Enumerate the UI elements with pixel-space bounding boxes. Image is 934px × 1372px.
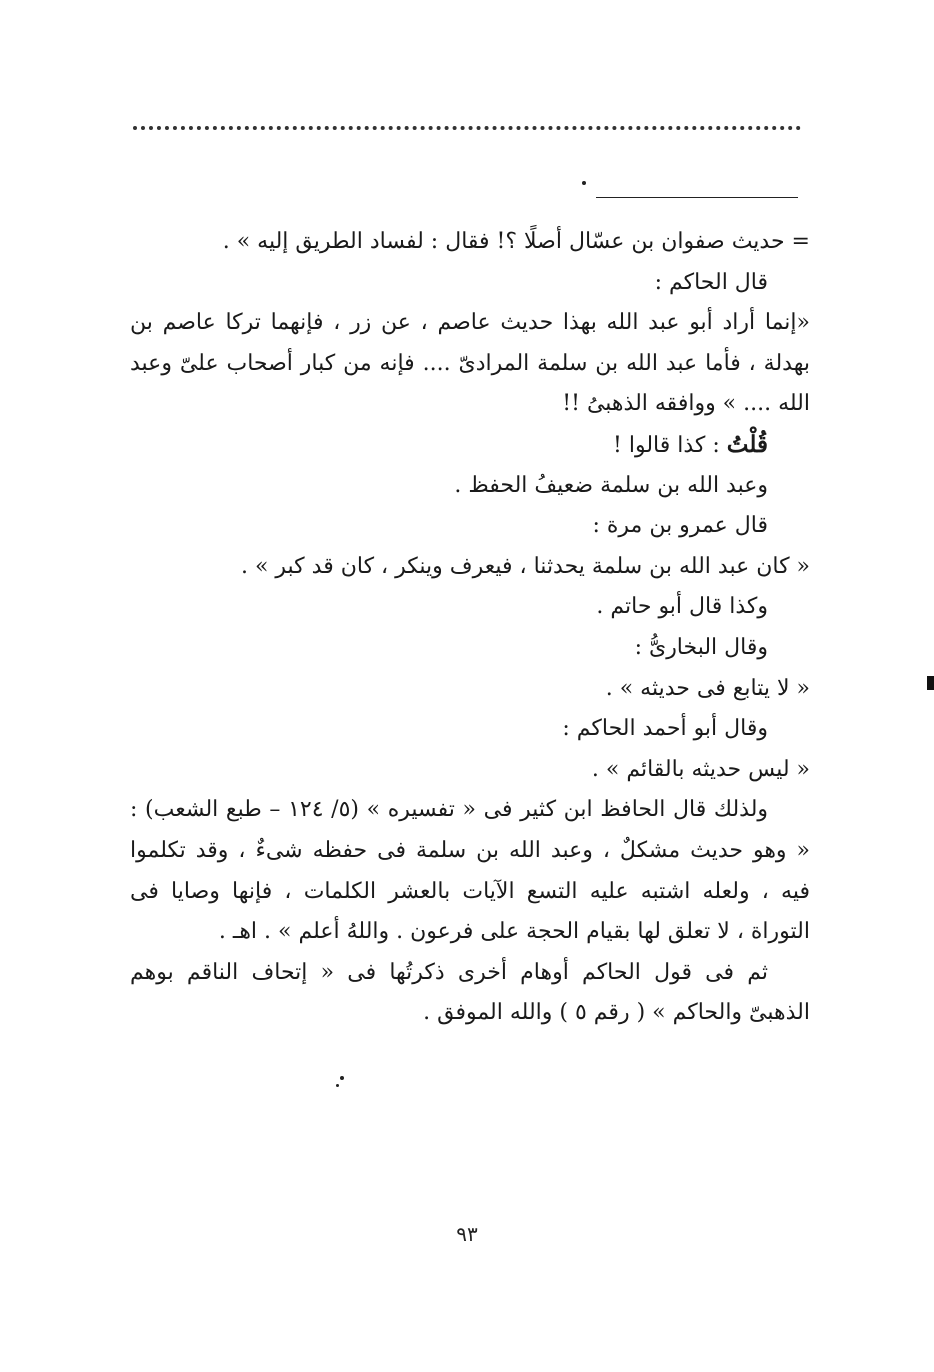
text-line-12: « لا يتابع فى حديثه » . bbox=[605, 675, 810, 701]
main-text-block bbox=[130, 222, 810, 1034]
text-line-20: الذهبىّ والحاكم » ( رقم ٥ ) والله الموفق . bbox=[423, 1000, 810, 1026]
ink-speck bbox=[340, 1076, 344, 1080]
ink-speck bbox=[336, 1084, 339, 1087]
text-line-19: ثم فى قول الحاكم أوهام أخرى ذكرتُها فى « إتحاف الناقم بوهم bbox=[130, 959, 768, 985]
text-line-1: = حديث صفوان بن عسّال أصلًا ؟! فقال : لفساد الطريق إليه » . bbox=[222, 229, 810, 254]
text-line-14: « ليس حديثه بالقائم » . bbox=[591, 756, 810, 782]
text-line-13: وقال أبو أحمد الحاكم : bbox=[562, 716, 768, 742]
scan-edge-mark bbox=[927, 676, 934, 690]
text-line-4: بهدلة ، فأما عبد الله بن سلمة المرادىّ .... فإنه من كبار أصحاب علىّ وعبد bbox=[130, 350, 810, 376]
qultu-rest: : كذا قالوا ! bbox=[613, 432, 727, 458]
footnote-dotted-separator bbox=[133, 126, 801, 130]
text-line-17: فيه ، ولعله اشتبه عليه التسع الآيات بالعشر الكلمات ، فإنها وصايا فى bbox=[130, 878, 810, 904]
text-line-11: وقال البخارىُّ : bbox=[634, 634, 768, 660]
text-line-2: قال الحاكم : bbox=[654, 269, 768, 295]
text-line-16: « وهو حديث مشكلٌ ، وعبد الله بن سلمة فى حفظه شىءٌ ، وقد تكلموا bbox=[130, 837, 810, 863]
text-line-9: « كان عبد الله بن سلمة يحدثنا ، فيعرف وينكر ، كان قد كبر » . bbox=[240, 553, 810, 579]
text-line-10: وكذا قال أبو حاتم . bbox=[596, 594, 768, 620]
text-line-3: «إنما أراد أبو عبد الله بهذا حديث عاصم ، عن زر ، فإنهما تركا عاصم بن bbox=[130, 310, 810, 336]
footnote-short-rule bbox=[596, 197, 798, 198]
text-line-8: قال عمرو بن مرة : bbox=[592, 513, 768, 539]
ink-speck bbox=[582, 181, 586, 185]
text-line-7: وعبد الله بن سلمة ضعيفُ الحفظ . bbox=[454, 472, 768, 498]
text-line-18: التوراة ، لا تعلق لها بقيام الحجة على فرعون . واللهُ أعلم » . اهـ . bbox=[218, 919, 810, 945]
text-line-15: ولذلك قال الحافظ ابن كثير فى « تفسيره » (٥/ ١٢٤ – طبع الشعب) : bbox=[130, 797, 769, 823]
qultu-heading: قُلْتُ bbox=[726, 430, 768, 458]
page-number: ٩٣ bbox=[456, 1222, 478, 1246]
text-line-6 bbox=[130, 425, 810, 466]
text-line-5: الله .... » ووافقه الذهبىُ !! bbox=[562, 391, 810, 417]
